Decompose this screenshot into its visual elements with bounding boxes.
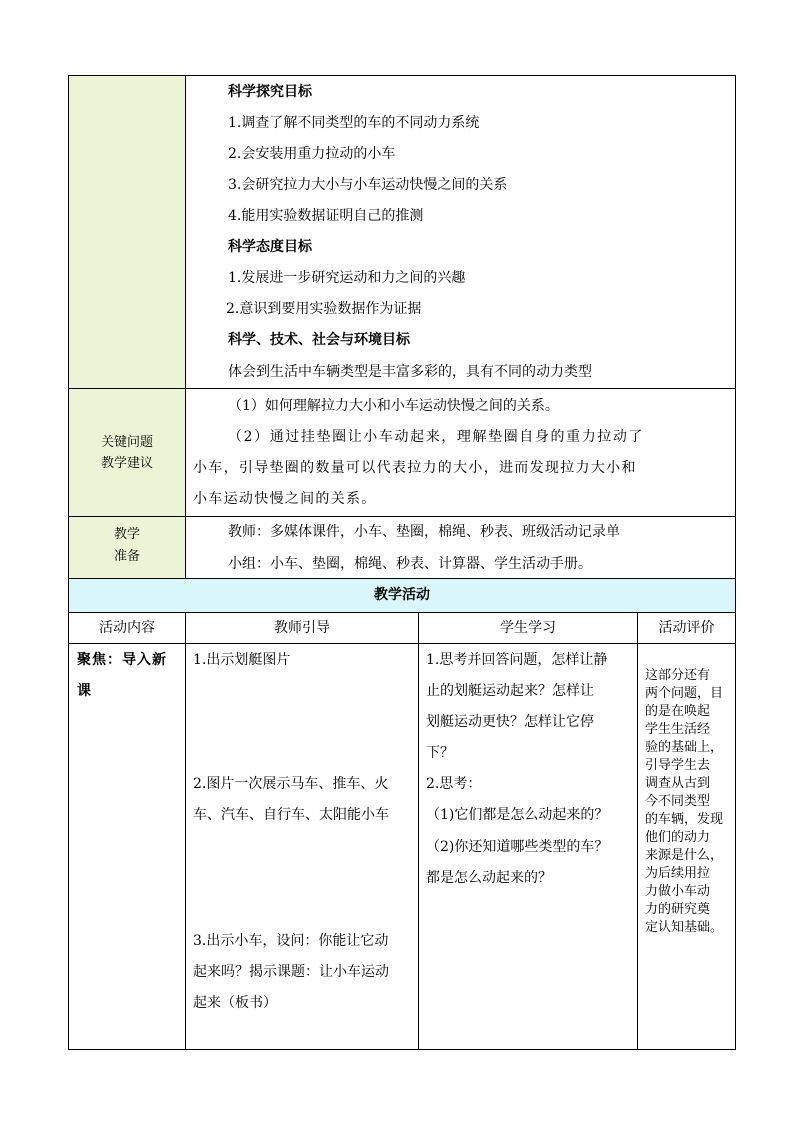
column-divider [637, 612, 638, 1049]
header-activity-evaluation: 活动评价 [658, 620, 715, 636]
stse-text: 体会到生活中车辆类型是丰富多彩的，具有不同的动力类型 [228, 364, 592, 380]
student-step: 下？ [426, 745, 454, 761]
evaluation-line: 为后续用拉 [645, 866, 711, 881]
group-preparation: 小组：小车、垫圈，棉绳、秒表、计算器、学生活动手册。 [228, 556, 592, 572]
student-question: （2)你还知道哪些类型的车？ [426, 839, 609, 855]
inquiry-item: 4.能用实验数据证明自己的推测 [228, 208, 424, 224]
key-issue-paragraph: 小车运动快慢之间的关系。 [193, 491, 377, 507]
column-divider [185, 612, 186, 1049]
objectives-label-cell [69, 76, 185, 388]
preparation-label: 准备 [113, 549, 140, 564]
activity-evaluation [645, 667, 733, 937]
stse-heading: 科学、技术、社会与环境目标 [228, 332, 410, 348]
evaluation-line: 力做小车动 [645, 884, 711, 899]
key-issue-paragraph: （1）如何理解拉力大小和小车运动快慢之间的关系。 [228, 398, 559, 414]
attitude-item: 1.发展进一步研究运动和力之间的兴趣 [228, 270, 466, 286]
student-question: 都是怎么动起来的？ [426, 870, 552, 886]
inquiry-item: 2.会安装用重力拉动的小车 [228, 146, 396, 162]
evaluation-line: 这部分还有 [645, 668, 711, 683]
header-activity-content: 活动内容 [99, 620, 155, 636]
inquiry-heading: 科学探究目标 [228, 84, 312, 100]
evaluation-line: 的是在唤起 [645, 704, 711, 719]
preparation-label: 教学 [113, 527, 140, 542]
column-divider [185, 75, 186, 578]
teacher-preparation: 教师：多媒体课件，小车、垫圈，棉绳、秒表、班级活动记录单 [228, 524, 620, 540]
key-issue-paragraph: （2）通过挂垫圈让小车动起来，理解垫圈自身的重力拉动了 [228, 429, 645, 445]
student-step: 止的划艇运动起来？怎样让 [426, 683, 594, 699]
activity-content: 课 [77, 683, 91, 699]
teacher-step: 车、汽车、自行车、太阳能小车 [193, 807, 389, 823]
column-divider [418, 612, 419, 1049]
row-divider [68, 388, 736, 389]
teacher-step: 2.图片一次展示马车、推车、火 [193, 776, 389, 792]
evaluation-line: 力的研究奠 [645, 902, 711, 917]
key-issue-paragraph: 小车，引导垫圈的数量可以代表拉力的大小，进而发现拉力大小和 [193, 460, 637, 476]
key-issues-label: 关键问题 [100, 435, 153, 450]
student-question: （1)它们都是怎么动起来的？ [426, 807, 609, 823]
evaluation-line: 他们的动力 [645, 830, 711, 845]
header-teacher-guidance: 教师引导 [274, 620, 330, 636]
evaluation-line: 定认知基础。 [645, 920, 724, 935]
activity-content: 聚焦：导入新 [77, 652, 167, 668]
key-issues-label: 教学建议 [100, 456, 153, 471]
evaluation-line: 两个问题，目 [645, 686, 724, 701]
inquiry-item: 1.调查了解不同类型的车的不同动力系统 [228, 115, 480, 131]
row-divider [68, 516, 736, 517]
attitude-heading: 科学态度目标 [228, 239, 312, 255]
activities-title: 教学活动 [374, 587, 430, 603]
inquiry-item: 3.会研究拉力大小与小车运动快慢之间的关系 [228, 177, 508, 193]
row-divider [68, 643, 736, 644]
teacher-step: 3.出示小车，设问：你能让它动 [193, 933, 389, 949]
row-divider [68, 578, 736, 579]
evaluation-line: 学生生活经 [645, 722, 711, 737]
evaluation-line: 今不同类型 [645, 794, 711, 809]
evaluation-line: 调查从古到 [645, 776, 711, 791]
header-student-learning: 学生学习 [500, 620, 556, 636]
evaluation-line: 验的基础上， [645, 740, 724, 755]
student-step: 2.思考： [426, 776, 482, 792]
teacher-step: 1.出示划艇图片 [193, 652, 291, 668]
row-divider [68, 612, 736, 613]
teacher-step: 起来（板书） [193, 995, 277, 1011]
table-border-bottom [68, 1049, 736, 1050]
evaluation-line: 的车辆，发现 [645, 812, 724, 827]
evaluation-line: 引导学生去 [645, 758, 711, 773]
student-step: 1.思考并回答问题，怎样让静 [426, 652, 608, 668]
table-border-top [68, 75, 736, 76]
student-step: 划艇运动更快？怎样让它停 [426, 714, 594, 730]
attitude-item: 2.意识到要用实验数据作为证据 [226, 301, 422, 317]
teacher-step: 起来吗？揭示课题：让小车运动 [193, 964, 389, 980]
evaluation-line: 来源是什么， [645, 848, 724, 863]
table-border-right [735, 75, 736, 1050]
